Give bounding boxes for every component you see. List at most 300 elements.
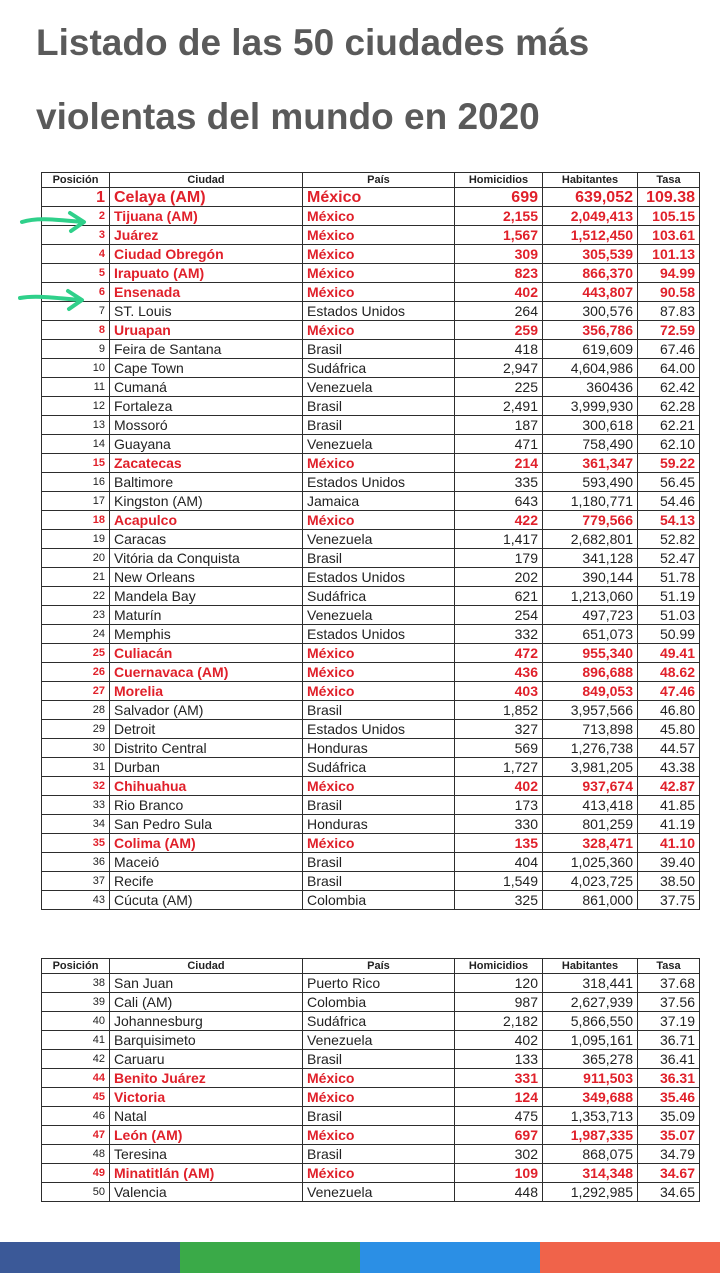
cell-homicides: 332 [455,625,543,644]
cell-city: Cali (AM) [110,993,303,1012]
cell-rate: 67.46 [638,340,700,359]
col-header-population: Habitantes [543,173,638,188]
cell-country: Brasil [303,416,455,435]
cell-rate: 94.99 [638,264,700,283]
cell-country: Venezuela [303,530,455,549]
cell-position: 5 [42,264,110,283]
cell-position: 22 [42,587,110,606]
cell-country: Sudáfrica [303,587,455,606]
cell-population: 896,688 [543,663,638,682]
cell-homicides: 643 [455,492,543,511]
cell-homicides: 436 [455,663,543,682]
cell-homicides: 173 [455,796,543,815]
table-row [42,834,700,853]
table-row [42,397,700,416]
cell-city: San Juan [110,974,303,993]
cell-population: 1,213,060 [543,587,638,606]
cell-homicides: 325 [455,891,543,910]
cell-homicides: 331 [455,1069,543,1088]
cell-country: Brasil [303,1050,455,1069]
cell-population: 443,807 [543,283,638,302]
annotation-arrow-icon [16,286,88,312]
table-row [42,1012,700,1031]
cell-position: 39 [42,993,110,1012]
cell-city: Celaya (AM) [110,188,303,207]
cell-population: 328,471 [543,834,638,853]
cell-country: México [303,207,455,226]
table-row [42,549,700,568]
cell-homicides: 448 [455,1183,543,1202]
cell-rate: 87.83 [638,302,700,321]
cell-city: Ensenada [110,283,303,302]
table-row [42,245,700,264]
cell-country: Venezuela [303,435,455,454]
cell-homicides: 422 [455,511,543,530]
cell-country: Puerto Rico [303,974,455,993]
cell-population: 300,576 [543,302,638,321]
cell-population: 937,674 [543,777,638,796]
cell-country: Brasil [303,853,455,872]
cell-population: 5,866,550 [543,1012,638,1031]
cell-homicides: 214 [455,454,543,473]
cell-rate: 35.07 [638,1126,700,1145]
cell-rate: 34.65 [638,1183,700,1202]
cell-rate: 36.31 [638,1069,700,1088]
cell-rate: 47.46 [638,682,700,701]
cell-population: 801,259 [543,815,638,834]
cell-country: Brasil [303,340,455,359]
table-row [42,264,700,283]
cell-city: Mandela Bay [110,587,303,606]
share-segment-whatsapp[interactable] [180,1242,360,1273]
cell-rate: 103.61 [638,226,700,245]
cell-homicides: 471 [455,435,543,454]
cell-homicides: 133 [455,1050,543,1069]
cell-position: 43 [42,891,110,910]
cell-rate: 35.09 [638,1107,700,1126]
cell-homicides: 330 [455,815,543,834]
cell-country: Brasil [303,1107,455,1126]
cell-country: México [303,682,455,701]
table-row [42,815,700,834]
cell-position: 32 [42,777,110,796]
cell-country: México [303,454,455,473]
cell-city: Caruaru [110,1050,303,1069]
cell-rate: 37.56 [638,993,700,1012]
cell-position: 46 [42,1107,110,1126]
cell-rate: 37.75 [638,891,700,910]
cell-homicides: 1,567 [455,226,543,245]
table-row [42,682,700,701]
cell-country: México [303,663,455,682]
share-segment-facebook[interactable] [0,1242,180,1273]
cell-position: 6 [42,283,110,302]
cell-country: México [303,511,455,530]
cell-city: Mossoró [110,416,303,435]
table-body-continued [42,974,700,1202]
cell-country: Venezuela [303,606,455,625]
cell-city: Minatitlán (AM) [110,1164,303,1183]
cell-population: 3,957,566 [543,701,638,720]
cell-position: 40 [42,1012,110,1031]
cell-population: 2,049,413 [543,207,638,226]
cell-position: 27 [42,682,110,701]
cell-country: Venezuela [303,378,455,397]
cell-rate: 51.19 [638,587,700,606]
cell-rate: 49.41 [638,644,700,663]
cell-population: 318,441 [543,974,638,993]
cell-city: Detroit [110,720,303,739]
cell-rate: 54.13 [638,511,700,530]
cell-country: Estados Unidos [303,625,455,644]
cell-homicides: 697 [455,1126,543,1145]
cell-homicides: 120 [455,974,543,993]
cell-rate: 62.42 [638,378,700,397]
cell-city: Cuernavaca (AM) [110,663,303,682]
cell-rate: 36.71 [638,1031,700,1050]
table-row [42,1050,700,1069]
cell-rate: 101.13 [638,245,700,264]
table-row [42,1183,700,1202]
cell-city: Salvador (AM) [110,701,303,720]
cell-country: Honduras [303,815,455,834]
table-row [42,511,700,530]
cell-city: Colima (AM) [110,834,303,853]
cell-position: 11 [42,378,110,397]
cell-position: 18 [42,511,110,530]
cell-population: 593,490 [543,473,638,492]
cell-country: México [303,321,455,340]
cell-city: Baltimore [110,473,303,492]
cell-position: 14 [42,435,110,454]
cell-position: 45 [42,1088,110,1107]
table-row [42,188,700,207]
table-row [42,993,700,1012]
table-row [42,1164,700,1183]
cell-position: 10 [42,359,110,378]
cell-population: 1,292,985 [543,1183,638,1202]
cell-rate: 54.46 [638,492,700,511]
cell-country: Honduras [303,739,455,758]
table-row [42,207,700,226]
cell-city: Guayana [110,435,303,454]
col-header-rate: Tasa [638,959,700,974]
table-row [42,644,700,663]
table-header-row [42,959,700,974]
cell-country: Estados Unidos [303,473,455,492]
cell-homicides: 327 [455,720,543,739]
col-header-population: Habitantes [543,959,638,974]
table-row [42,853,700,872]
cell-rate: 56.45 [638,473,700,492]
table-row [42,1145,700,1164]
cell-country: Brasil [303,872,455,891]
cell-position: 7 [42,302,110,321]
table-row [42,416,700,435]
cell-city: Kingston (AM) [110,492,303,511]
cell-city: Rio Branco [110,796,303,815]
cell-population: 360436 [543,378,638,397]
cell-position: 44 [42,1069,110,1088]
cell-city: Recife [110,872,303,891]
cell-position: 47 [42,1126,110,1145]
annotation-arrow-icon [18,208,90,234]
table-row [42,378,700,397]
cell-position: 23 [42,606,110,625]
cell-population: 1,987,335 [543,1126,638,1145]
cell-rate: 59.22 [638,454,700,473]
cell-position: 2 [42,207,110,226]
cell-homicides: 472 [455,644,543,663]
cell-country: México [303,1088,455,1107]
table-row [42,492,700,511]
cell-homicides: 109 [455,1164,543,1183]
table-row [42,530,700,549]
cell-rate: 34.67 [638,1164,700,1183]
cell-city: Victoria [110,1088,303,1107]
cell-homicides: 475 [455,1107,543,1126]
cell-rate: 51.78 [638,568,700,587]
cell-city: New Orleans [110,568,303,587]
cell-homicides: 402 [455,1031,543,1050]
cell-rate: 62.21 [638,416,700,435]
cell-position: 31 [42,758,110,777]
table-body-main [42,188,700,910]
cell-city: Cumaná [110,378,303,397]
table-row [42,701,700,720]
table-header-row [42,173,700,188]
cell-country: México [303,245,455,264]
cell-country: México [303,226,455,245]
cell-city: León (AM) [110,1126,303,1145]
col-header-country: País [303,959,455,974]
cell-population: 305,539 [543,245,638,264]
cell-position: 36 [42,853,110,872]
table-row [42,321,700,340]
cell-position: 1 [42,188,110,207]
cell-rate: 51.03 [638,606,700,625]
cell-rate: 109.38 [638,188,700,207]
table-row [42,974,700,993]
table-row [42,473,700,492]
cell-population: 1,353,713 [543,1107,638,1126]
cell-country: Estados Unidos [303,720,455,739]
cell-city: Teresina [110,1145,303,1164]
ranking-table-continued [41,958,700,1202]
cell-city: Tijuana (AM) [110,207,303,226]
cell-rate: 44.57 [638,739,700,758]
cell-rate: 90.58 [638,283,700,302]
cell-homicides: 403 [455,682,543,701]
cell-homicides: 335 [455,473,543,492]
cell-homicides: 225 [455,378,543,397]
cell-country: México [303,1164,455,1183]
cell-population: 1,276,738 [543,739,638,758]
cell-country: Brasil [303,701,455,720]
cell-position: 49 [42,1164,110,1183]
cell-position: 30 [42,739,110,758]
cell-homicides: 187 [455,416,543,435]
cell-position: 42 [42,1050,110,1069]
cell-homicides: 2,491 [455,397,543,416]
cell-homicides: 135 [455,834,543,853]
page-title: Listado de las 50 ciudades más violentas del mundo en 2020 [36,22,590,137]
col-header-rate: Tasa [638,173,700,188]
cell-rate: 72.59 [638,321,700,340]
cell-country: Estados Unidos [303,568,455,587]
cell-country: México [303,283,455,302]
table-row [42,758,700,777]
share-segment-twitter[interactable] [360,1242,540,1273]
cell-rate: 52.82 [638,530,700,549]
cell-homicides: 254 [455,606,543,625]
cell-homicides: 264 [455,302,543,321]
col-header-city: Ciudad [110,959,303,974]
cell-homicides: 1,727 [455,758,543,777]
cell-position: 24 [42,625,110,644]
cell-country: Brasil [303,796,455,815]
table-row [42,1088,700,1107]
cell-population: 758,490 [543,435,638,454]
table-row [42,663,700,682]
cell-country: Estados Unidos [303,302,455,321]
cell-population: 868,075 [543,1145,638,1164]
cell-population: 356,786 [543,321,638,340]
cell-city: Distrito Central [110,739,303,758]
cell-city: Cape Town [110,359,303,378]
cell-position: 33 [42,796,110,815]
table-row [42,796,700,815]
cell-city: Barquisimeto [110,1031,303,1050]
cell-population: 955,340 [543,644,638,663]
cell-position: 48 [42,1145,110,1164]
cell-country: Colombia [303,891,455,910]
table-row [42,872,700,891]
cell-population: 4,023,725 [543,872,638,891]
cell-city: Culiacán [110,644,303,663]
cell-position: 34 [42,815,110,834]
cell-country: México [303,834,455,853]
cell-rate: 41.85 [638,796,700,815]
cell-homicides: 259 [455,321,543,340]
cell-rate: 36.41 [638,1050,700,1069]
table-row [42,891,700,910]
cell-population: 341,128 [543,549,638,568]
cell-city: Natal [110,1107,303,1126]
cell-population: 361,347 [543,454,638,473]
cell-rate: 52.47 [638,549,700,568]
cell-population: 349,688 [543,1088,638,1107]
cell-homicides: 404 [455,853,543,872]
cell-homicides: 1,417 [455,530,543,549]
table-row [42,1069,700,1088]
cell-rate: 37.19 [638,1012,700,1031]
cell-rate: 105.15 [638,207,700,226]
cell-homicides: 309 [455,245,543,264]
cell-rate: 37.68 [638,974,700,993]
cell-homicides: 1,549 [455,872,543,891]
cell-position: 17 [42,492,110,511]
cell-city: Chihuahua [110,777,303,796]
cell-city: Fortaleza [110,397,303,416]
cell-country: México [303,188,455,207]
cell-population: 4,604,986 [543,359,638,378]
table-row [42,340,700,359]
cell-population: 849,053 [543,682,638,701]
cell-position: 16 [42,473,110,492]
cell-population: 1,025,360 [543,853,638,872]
cell-position: 4 [42,245,110,264]
cell-rate: 34.79 [638,1145,700,1164]
cell-position: 9 [42,340,110,359]
cell-country: Sudáfrica [303,758,455,777]
cell-city: Juárez [110,226,303,245]
cell-city: Durban [110,758,303,777]
cell-rate: 35.46 [638,1088,700,1107]
cell-position: 29 [42,720,110,739]
cell-rate: 62.10 [638,435,700,454]
cell-homicides: 1,852 [455,701,543,720]
share-segment-email[interactable] [540,1242,720,1273]
cell-population: 497,723 [543,606,638,625]
cell-country: México [303,264,455,283]
cell-country: Sudáfrica [303,1012,455,1031]
col-header-country: País [303,173,455,188]
cell-position: 21 [42,568,110,587]
cell-city: Memphis [110,625,303,644]
cell-population: 1,512,450 [543,226,638,245]
cell-rate: 46.80 [638,701,700,720]
cell-country: Brasil [303,549,455,568]
cell-homicides: 402 [455,777,543,796]
cell-city: Johannesburg [110,1012,303,1031]
ranking-table-main [41,172,700,910]
table-row [42,226,700,245]
cell-homicides: 987 [455,993,543,1012]
cell-position: 38 [42,974,110,993]
table-row [42,1107,700,1126]
cell-city: Zacatecas [110,454,303,473]
table-row [42,302,700,321]
cell-position: 28 [42,701,110,720]
cell-homicides: 202 [455,568,543,587]
cell-population: 639,052 [543,188,638,207]
cell-population: 1,095,161 [543,1031,638,1050]
cell-population: 866,370 [543,264,638,283]
cell-homicides: 418 [455,340,543,359]
cell-population: 779,566 [543,511,638,530]
cell-country: México [303,1069,455,1088]
cell-country: Venezuela [303,1031,455,1050]
cell-rate: 39.40 [638,853,700,872]
cell-homicides: 2,155 [455,207,543,226]
cell-country: Jamaica [303,492,455,511]
cell-homicides: 823 [455,264,543,283]
cell-homicides: 179 [455,549,543,568]
table-row [42,739,700,758]
cell-population: 1,180,771 [543,492,638,511]
table-row [42,283,700,302]
cell-city: Maturín [110,606,303,625]
cell-population: 365,278 [543,1050,638,1069]
cell-population: 2,627,939 [543,993,638,1012]
table-row [42,720,700,739]
cell-position: 19 [42,530,110,549]
cell-city: Cúcuta (AM) [110,891,303,910]
cell-city: Uruapan [110,321,303,340]
cell-position: 41 [42,1031,110,1050]
cell-country: México [303,644,455,663]
